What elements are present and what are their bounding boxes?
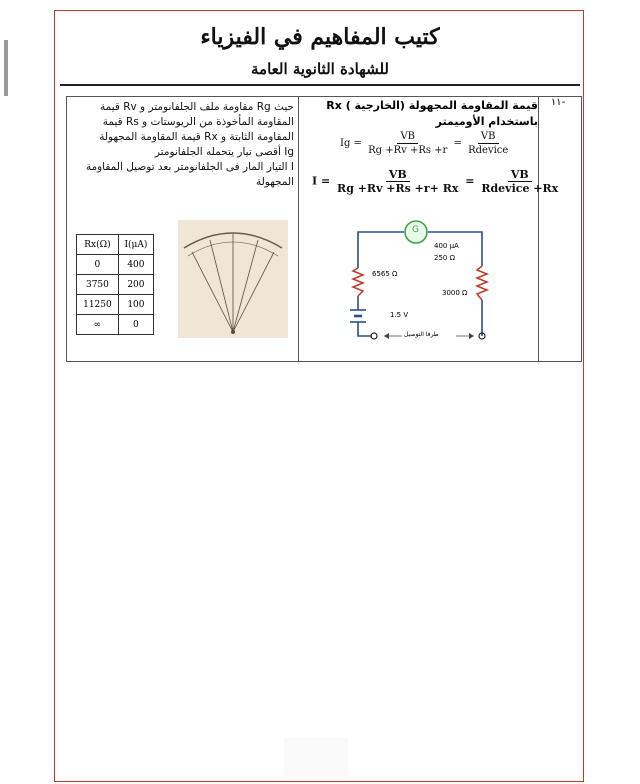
explanation-line-2: Ig أقصى تيار يتحمله الجلفانومتر bbox=[154, 146, 294, 158]
rheostat-label: 6565 Ω bbox=[372, 270, 398, 278]
page-title: كتيب المفاهيم في الفيزياء bbox=[200, 24, 440, 50]
circuit-wires bbox=[306, 206, 534, 346]
formula-i-frac2 bbox=[478, 168, 561, 195]
table-header-rx: Rx(Ω) bbox=[77, 235, 119, 255]
formula-ig-eq: = bbox=[453, 138, 462, 149]
table-header-current: I(μA) bbox=[118, 235, 153, 255]
formula-ig bbox=[340, 130, 511, 157]
formula-ig-frac1 bbox=[365, 130, 450, 157]
terminals-label: طرفا التوصيل bbox=[404, 331, 439, 338]
formula-ig-frac2 bbox=[465, 130, 511, 157]
rx-current-table bbox=[76, 234, 154, 335]
item-title: قيمة المقاومة المجهولة (الخارجية ) Rx باستخدام الأوميمتر bbox=[326, 99, 538, 128]
bottom-watermark-area bbox=[284, 738, 348, 778]
formula-i-den1: Rg +Rv +Rs +r+ Rx bbox=[337, 182, 459, 195]
table-cell: 100 bbox=[118, 295, 153, 315]
table-row bbox=[77, 275, 154, 295]
explanation-text bbox=[70, 100, 294, 190]
item-number-cell bbox=[538, 96, 582, 362]
ohmmeter-dial-drawing bbox=[178, 220, 288, 338]
header-divider bbox=[60, 84, 580, 86]
galvanometer-label: G bbox=[412, 225, 419, 235]
formula-ig-lhs: Ig = bbox=[340, 138, 362, 149]
table-cell: ∞ bbox=[77, 315, 119, 335]
item-number: -١١ bbox=[550, 97, 566, 108]
formula-i-num1: VB bbox=[386, 168, 410, 182]
ohmmeter-circuit-diagram bbox=[306, 206, 534, 346]
formula-i-num2: VB bbox=[508, 168, 532, 182]
explanation-line-3: I التيار المار فى الجلفانومتر بعد توصيل المقاومة المجهولة bbox=[85, 161, 294, 188]
formula-ig-den2: Rdevice bbox=[468, 145, 509, 156]
column-divider bbox=[298, 96, 299, 362]
explanation-line-1: حيث Rg مقاومة ملف الجلفانومتر و Rv قيمة المقاومة المأخوذة من الريوستات و Rs قيمة المقاومة الثابتة و Rx قيمة المقاومة المجهولة bbox=[99, 101, 294, 143]
formula-i bbox=[312, 168, 561, 195]
page-subtitle: للشهادة الثانوية العامة bbox=[251, 60, 389, 78]
table-row bbox=[77, 255, 154, 275]
fixed-resistor-label: 3000 Ω bbox=[442, 289, 468, 297]
table-cell: 11250 bbox=[77, 295, 119, 315]
formula-i-lhs: I = bbox=[312, 174, 331, 188]
table-cell: 3750 bbox=[77, 275, 119, 295]
ohmmeter-dial-image bbox=[178, 220, 288, 338]
formula-i-den2: Rdevice +Rx bbox=[481, 182, 559, 195]
table-cell: 0 bbox=[118, 315, 153, 335]
battery-label: 1.5 V bbox=[390, 311, 409, 319]
formula-ig-num1: VB bbox=[397, 130, 418, 144]
table-cell: 0 bbox=[77, 255, 119, 275]
table-cell: 200 bbox=[118, 275, 153, 295]
table-row bbox=[77, 295, 154, 315]
current-label: 400 μA bbox=[434, 242, 459, 250]
table-cell: 400 bbox=[118, 255, 153, 275]
formula-ig-num2: VB bbox=[478, 130, 499, 144]
formula-i-frac1 bbox=[334, 168, 461, 195]
formula-ig-den1: Rg +Rv +Rs +r bbox=[368, 145, 448, 156]
table-row bbox=[77, 315, 154, 335]
galvanometer-resistance-label: 250 Ω bbox=[434, 254, 455, 262]
formula-i-eq: = bbox=[465, 174, 475, 188]
left-edge-marker bbox=[4, 40, 8, 96]
